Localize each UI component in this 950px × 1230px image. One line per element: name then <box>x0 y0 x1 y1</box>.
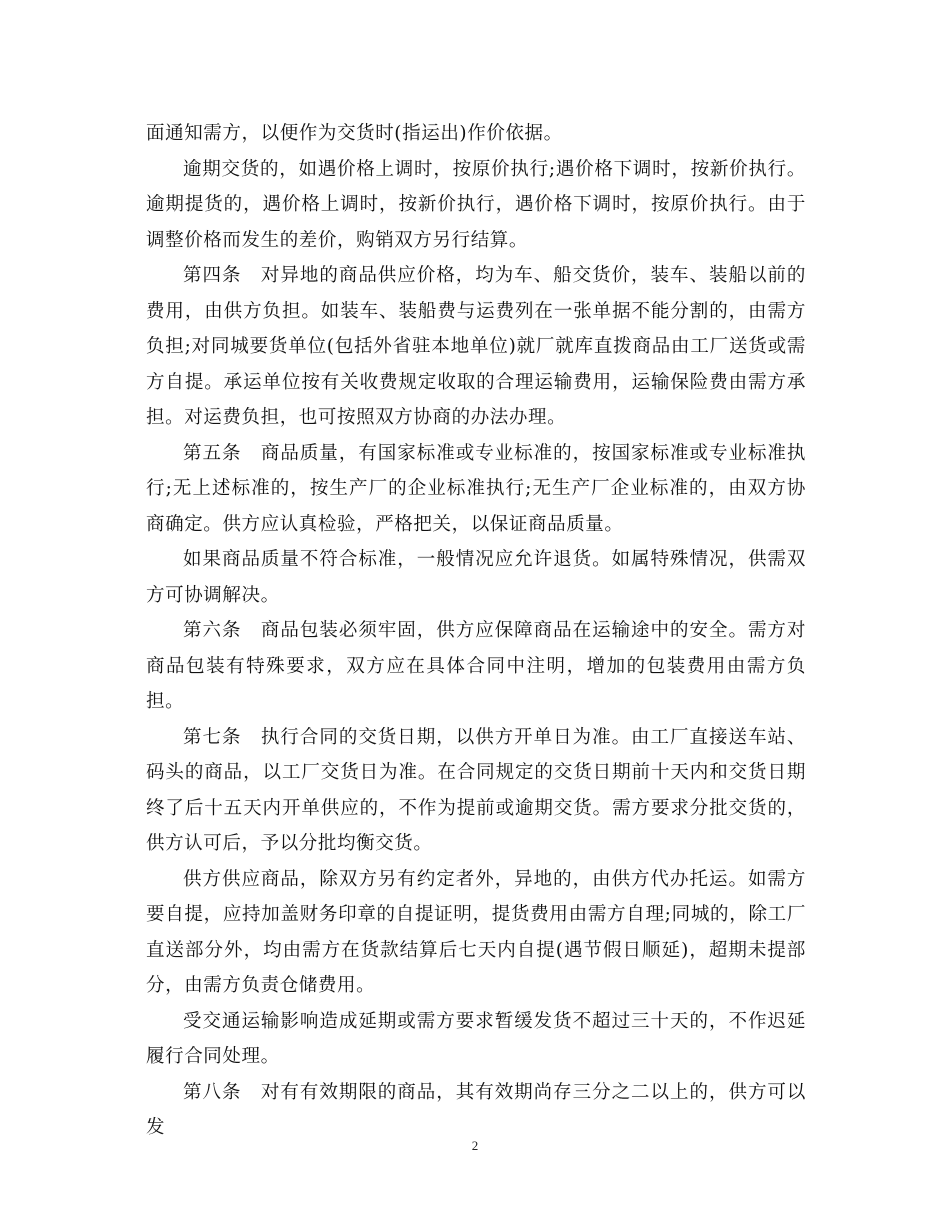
paragraph-delivery-shipping: 供方供应商品，除双方另有约定者外，异地的，由供方代办托运。如需方要自提，应持加盖财务印章的自提证明，提货费用由需方自理;同城的，除工厂直送部分外，均由需方在货款结算后七天内自提(遇节假日顺延)，超期未提部分，由需方负责仓储费用。 <box>146 868 806 996</box>
paragraph-article-4: 第四条 对异地的商品供应价格，均为车、船交货价，装车、装船以前的费用，由供方负担。如装车、装船费与运费列在一张单据不能分割的，由需方负担;对同城要货单位(包括外省驻本地单位)就厂就库直拨商品由工厂送货或需方自提。承运单位按有关收费规定收取的合理运输费用，运输保险费由需方承担。对运费负担，也可按照双方协商的办法办理。 <box>146 265 806 428</box>
paragraph-article-6: 第六条 商品包装必须牢固，供方应保障商品在运输途中的安全。需方对商品包装有特殊要求，双方应在具体合同中注明，增加的包装费用由需方负担。 <box>146 620 806 712</box>
paragraph-article-7: 第七条 执行合同的交货日期，以供方开单日为准。由工厂直接送车站、码头的商品，以工厂交货日为准。在合同规定的交货日期前十天内和交货日期终了后十五天内开单供应的，不作为提前或逾期交货。需方要求分批交货的，供方认可后，予以分批均衡交货。 <box>146 726 806 854</box>
paragraph-continued: 面通知需方，以便作为交货时(指运出)作价依据。 <box>146 123 563 144</box>
paragraph-quality-return: 如果商品质量不符合标准，一般情况应允许退货。如属特殊情况，供需双方可协调解决。 <box>146 549 806 606</box>
page-number: 2 <box>471 1138 479 1153</box>
paragraph-article-8: 第八条 对有有效期限的商品，其有效期尚存三分之二以上的，供方可以发 <box>146 1081 806 1138</box>
document-body <box>146 116 806 1146</box>
paragraph-article-5: 第五条 商品质量，有国家标准或专业标准的，按国家标准或专业标准执行;无上述标准的，按生产厂的企业标准执行;无生产厂企业标准的，由双方协商确定。供方应认真检验，严格把关，以保证商品质量。 <box>146 442 806 535</box>
paragraph-transport-delay: 受交通运输影响造成延期或需方要求暂缓发货不超过三十天的，不作迟延履行合同处理。 <box>146 1010 806 1067</box>
paragraph-overdue-pricing: 逾期交货的，如遇价格上调时，按原价执行;遇价格下调时，按新价执行。逾期提货的，遇价格上调时，按新价执行，遇价格下调时，按原价执行。由于调整价格而发生的差价，购销双方另行结算。 <box>146 158 806 251</box>
